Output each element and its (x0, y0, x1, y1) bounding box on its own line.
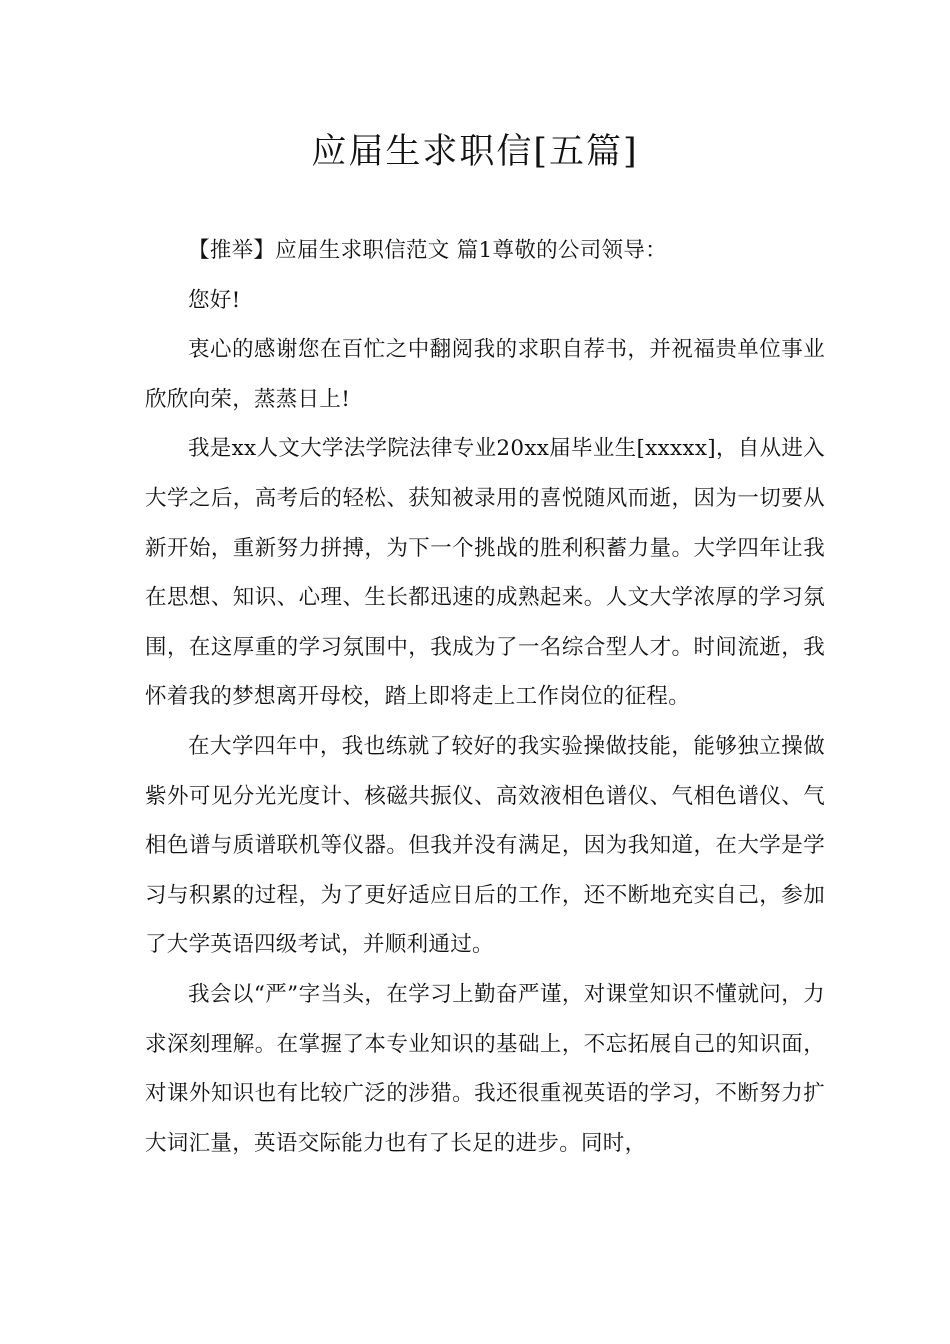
paragraph-introduction: 我是xx人文大学法学院法律专业20xx届毕业生[xxxxx]，自从进入大学之后，高考后的轻松、获知被录用的喜悦随风而逝，因为一切要从新开始，重新努力拼搏，为下一个挑战的胜利积蓄力量。大学四年让我在思想、知识、心理、生长都迅速的成熟起来。人文大学浓厚的学习氛围，在这厚重的学习氛围中，我成为了一名综合型人才。时间流逝，我怀着我的梦想离开母校，踏上即将走上工作岗位的征程。 (145, 436, 825, 710)
paragraph-skills: 在大学四年中，我也练就了较好的我实验操做技能，能够独立操做紫外可见分光光度计、核磁共振仪、高效液相色谱仪、气相色谱仪、气相色谱与质谱联机等仪器。但我并没有满足，因为我知道，在大学是学习与积累的过程，为了更好适应日后的工作，还不断地充实自己，参加了大学英语四级考试，并顺利通过。 (145, 733, 825, 958)
document-title: 应届生求职信[五篇] (311, 132, 639, 172)
paragraph-recommendation: 【推举】应届生求职信范文 篇1尊敬的公司领导： (188, 238, 667, 263)
paragraph-thanks: 衷心的感谢您在百忙之中翻阅我的求职自荐书，并祝福贵单位事业欣欣向荣，蒸蒸日上! (145, 337, 825, 412)
paragraph-study-attitude: 我会以“严”字当头，在学习上勤奋严谨，对课堂知识不懂就问，力求深刻理解。在掌握了本专业知识的基础上，不忘拓展自己的知识面，对课外知识也有比较广泛的涉猎。我还很重视英语的学习，不断努力扩大词汇量，英语交际能力也有了长足的进步。同时， (145, 981, 825, 1156)
document-body (145, 226, 825, 1168)
paragraph-greeting: 您好! (188, 287, 241, 313)
